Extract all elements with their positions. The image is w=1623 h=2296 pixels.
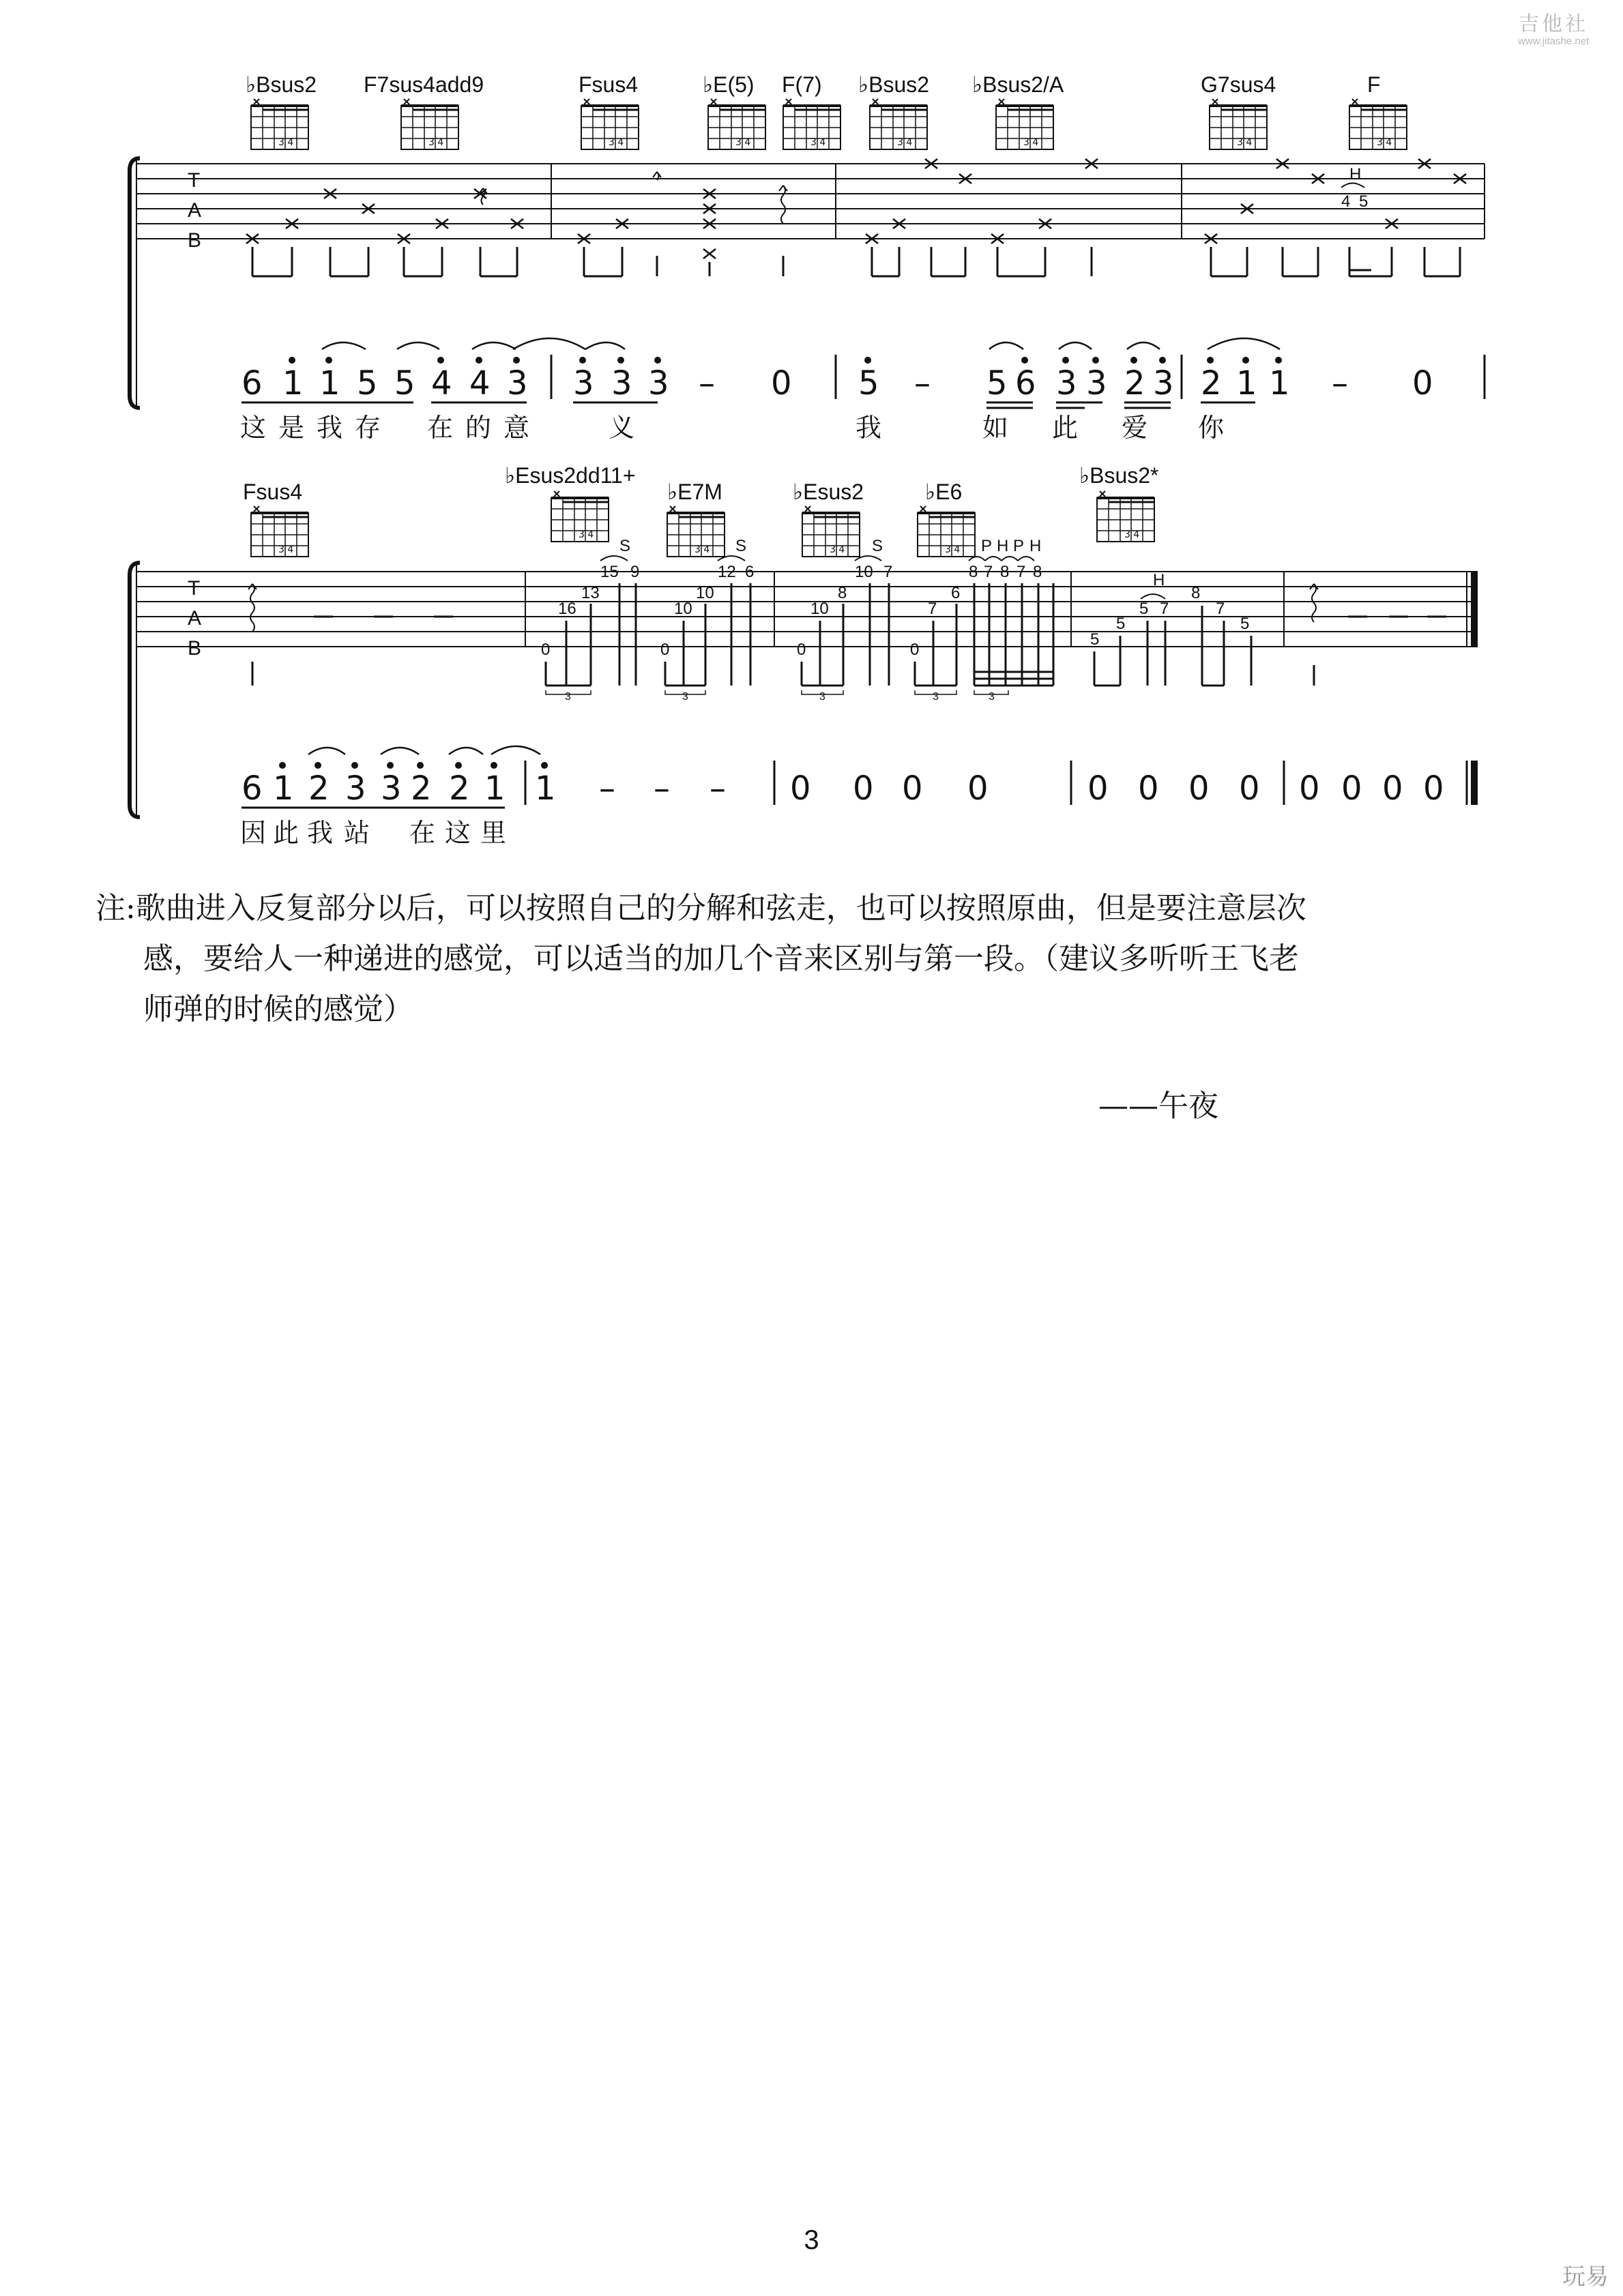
watermark-site-name: 吉他社: [1519, 13, 1589, 35]
jianpu-note: 0: [1239, 769, 1260, 808]
jianpu-note: 1: [273, 769, 294, 808]
lyric-char: 里: [480, 818, 507, 848]
chord-name: ♭E(5): [703, 72, 755, 97]
chord-name: ♭E6: [925, 480, 963, 504]
jianpu-note: 0: [1423, 769, 1444, 808]
jianpu-note: 4: [431, 364, 452, 402]
chord-name: F7sus4add9: [364, 72, 484, 97]
jianpu-note: 3: [381, 769, 402, 808]
jianpu-note: 1: [319, 364, 340, 402]
jianpu-note: 0: [902, 769, 923, 808]
jianpu-note: 3: [1153, 364, 1174, 402]
svg-text:H: H: [1029, 537, 1042, 555]
svg-text:15: 15: [600, 563, 619, 581]
lyric-char: 站: [344, 818, 370, 848]
svg-text:7: 7: [883, 563, 893, 581]
jianpu-note: 2: [1201, 364, 1222, 402]
jianpu-note: 2: [411, 769, 432, 808]
svg-text:H: H: [1153, 571, 1165, 589]
svg-text:7: 7: [1216, 600, 1225, 618]
watermark-url: www.jitashe.net: [1518, 35, 1590, 47]
svg-text:0: 0: [797, 641, 806, 659]
lyric-char: 你: [1198, 413, 1225, 443]
site-watermark: [1518, 7, 1589, 47]
svg-text:16: 16: [558, 600, 576, 618]
page-number: 3: [804, 2225, 819, 2255]
jianpu-note: 3: [345, 769, 366, 808]
note-line-1: 注:歌曲进入反复部分以后，可以按照自己的分解和弦走，也可以按照原曲，但是要注意层次: [96, 891, 1306, 926]
svg-text:8: 8: [969, 563, 978, 581]
jianpu-note: –: [654, 769, 670, 808]
guitar-tab-sheet: 3 4 TAB ♭Bsus2 F7sus4add9 Fsus4 ♭E(5) F(7) ♭Bsus2 ♭Bsus2/A G7sus4 F 4 5 H 6 1 1 5 5 4 4 3 3 3 3 – 0 5 – 5 6 3 3 2 3 2 1 1 – 0 这 是 我 存 在 的 意 义 我 如 此 爱 你 TAB Fsus4 ♭Esus2dd11+ ♭E7M ♭Esus2 ♭E6 ♭Bsus2* 01613 15 9S 01010 12 6S 0108 10 7S 076 8 7 8 7 8 P H P H 555 7H8 75 3 3 3 3 3 6 1 2 3 3 2 2 1 1 – – – 0 0 0 0 0 0 0 0 0 0 0 0 因 此 我 站 在 这 里: [0, 0, 1623, 2296]
chord-names-line2: [243, 463, 1158, 504]
svg-text:8: 8: [1000, 563, 1010, 581]
lyrics-line1: [240, 413, 1225, 443]
svg-text:0: 0: [541, 641, 551, 659]
svg-text:9: 9: [630, 563, 640, 581]
jianpu-note: 2: [1124, 364, 1145, 402]
chord-name: ♭Bsus2: [858, 72, 930, 97]
svg-text:10: 10: [810, 600, 829, 618]
jianpu-note: –: [710, 769, 726, 808]
lyric-char: 的: [465, 413, 492, 443]
svg-text:8: 8: [838, 584, 847, 602]
jianpu-note: 5: [357, 364, 378, 402]
jianpu-line2: [242, 769, 1444, 808]
jianpu-note: 0: [1188, 769, 1210, 808]
svg-text:A: A: [188, 607, 202, 630]
chord-name: Fsus4: [243, 480, 303, 504]
lyric-char: 存: [355, 413, 381, 443]
jianpu-note: 1: [1269, 364, 1290, 402]
jianpu-note: 5: [986, 364, 1008, 402]
lyric-char: 我: [317, 413, 343, 443]
chord-name: ♭Bsus2*: [1079, 463, 1159, 488]
svg-text:S: S: [735, 537, 747, 555]
lyric-char: 这: [240, 413, 267, 443]
svg-text:5: 5: [1240, 615, 1250, 633]
svg-text:B: B: [188, 637, 202, 660]
jianpu-note: 0: [1412, 364, 1433, 402]
jianpu-note: 0: [1382, 769, 1403, 808]
jianpu-line1: [242, 364, 1433, 402]
svg-text:4: 4: [1341, 192, 1351, 211]
jianpu-note: 3: [1056, 364, 1077, 402]
svg-text:5: 5: [1090, 630, 1100, 649]
jianpu-note: 3: [507, 364, 528, 402]
jianpu-note: 2: [449, 769, 470, 808]
lyric-char: 意: [503, 413, 530, 443]
svg-text:10: 10: [674, 600, 692, 618]
note-line-2: 感，要给人一种递进的感觉，可以适当的加几个音来区别与第一段。（建议多听听王飞老: [143, 941, 1299, 976]
chord-name: G7sus4: [1201, 72, 1276, 97]
jianpu-note: –: [1332, 364, 1348, 402]
jianpu-note: 0: [771, 364, 792, 402]
lyric-char: 义: [609, 413, 635, 443]
jianpu-note: 3: [573, 364, 594, 402]
jianpu-note: 1: [535, 769, 556, 808]
jianpu-note: 1: [484, 769, 506, 808]
chord-name: ♭E7M: [667, 480, 722, 504]
svg-text:P: P: [1013, 537, 1025, 555]
jianpu-note: –: [599, 769, 615, 808]
jianpu-note: 0: [1341, 769, 1362, 808]
jianpu-note: 0: [967, 769, 989, 808]
chord-diagrams-line1: [251, 99, 1407, 149]
lyric-char: 这: [445, 818, 471, 848]
svg-text:12: 12: [718, 563, 736, 581]
svg-text:7: 7: [1017, 563, 1026, 581]
jianpu-note: 0: [853, 769, 874, 808]
bottom-watermark: 玩易: [1562, 2263, 1609, 2291]
chord-name: ♭Bsus2: [246, 72, 317, 97]
jianpu-note: 6: [1015, 364, 1036, 402]
svg-text:P: P: [981, 537, 993, 555]
chord-name: ♭Esus2dd11+: [505, 463, 636, 488]
jianpu-note: –: [699, 364, 715, 402]
lyric-char: 此: [273, 818, 299, 848]
jianpu-note: 3: [1086, 364, 1107, 402]
svg-text:5: 5: [1116, 615, 1126, 633]
lyric-char: 因: [240, 818, 267, 848]
note-line-3: 师弹的时候的感觉）: [143, 992, 413, 1027]
tab-system-1: [130, 72, 1485, 443]
lyric-char: 此: [1052, 413, 1079, 443]
chord-name: F: [1367, 72, 1381, 97]
svg-text:B: B: [188, 229, 202, 252]
lyric-char: 爱: [1122, 413, 1148, 443]
chord-name: F(7): [782, 72, 822, 97]
jianpu-note: 0: [790, 769, 811, 808]
jianpu-note: 1: [282, 364, 304, 402]
jianpu-note: 0: [1087, 769, 1109, 808]
jianpu-note: 6: [242, 769, 263, 808]
chord-name: ♭Esus2: [793, 480, 864, 504]
jianpu-note: 3: [648, 364, 669, 402]
svg-text:0: 0: [910, 641, 920, 659]
author-signature: ——午夜: [1098, 1089, 1218, 1123]
lyric-char: 是: [278, 413, 305, 443]
svg-text:3: 3: [565, 691, 571, 703]
tab-system-2: [130, 463, 1478, 848]
svg-text:8: 8: [1191, 584, 1201, 602]
svg-text:6: 6: [745, 563, 755, 581]
performance-note: [96, 883, 1460, 1035]
svg-text:3: 3: [819, 691, 825, 703]
lyric-char: 在: [409, 818, 436, 848]
svg-text:13: 13: [581, 584, 600, 602]
jianpu-note: 6: [242, 364, 263, 402]
chord-name: Fsus4: [579, 72, 639, 97]
jianpu-note: 5: [394, 364, 415, 402]
svg-text:0: 0: [660, 641, 670, 659]
lyrics-line2: [240, 818, 506, 848]
lyric-char: 在: [427, 413, 454, 443]
jianpu-note: 0: [1138, 769, 1159, 808]
jianpu-note: 5: [858, 364, 879, 402]
svg-text:8: 8: [1033, 563, 1042, 581]
svg-text:7: 7: [984, 563, 993, 581]
chord-names-line1: [246, 72, 1381, 97]
jianpu-note: 0: [1299, 769, 1320, 808]
jianpu-note: 1: [1236, 364, 1257, 402]
svg-text:H: H: [1349, 165, 1362, 183]
jianpu-note: –: [914, 364, 931, 402]
jianpu-note: 4: [469, 364, 491, 402]
svg-text:3: 3: [989, 691, 995, 703]
svg-text:7: 7: [928, 600, 937, 618]
svg-text:6: 6: [951, 584, 961, 602]
lyric-char: 我: [856, 413, 882, 443]
svg-text:T: T: [188, 169, 201, 192]
jianpu-note: 3: [611, 364, 632, 402]
chord-name: ♭Bsus2/A: [972, 72, 1064, 97]
svg-text:A: A: [188, 199, 202, 222]
svg-text:5: 5: [1359, 192, 1369, 211]
svg-text:T: T: [188, 577, 201, 600]
svg-text:3: 3: [933, 691, 939, 703]
svg-text:5: 5: [1139, 600, 1149, 618]
jianpu-note: 2: [308, 769, 330, 808]
svg-text:S: S: [872, 537, 883, 555]
svg-text:S: S: [619, 537, 631, 555]
svg-text:7: 7: [1160, 600, 1169, 618]
svg-text:10: 10: [855, 563, 873, 581]
lyric-char: 如: [982, 413, 1009, 443]
svg-text:H: H: [997, 537, 1009, 555]
svg-text:10: 10: [696, 584, 714, 602]
lyric-char: 我: [307, 818, 334, 848]
svg-text:3: 3: [682, 691, 688, 703]
